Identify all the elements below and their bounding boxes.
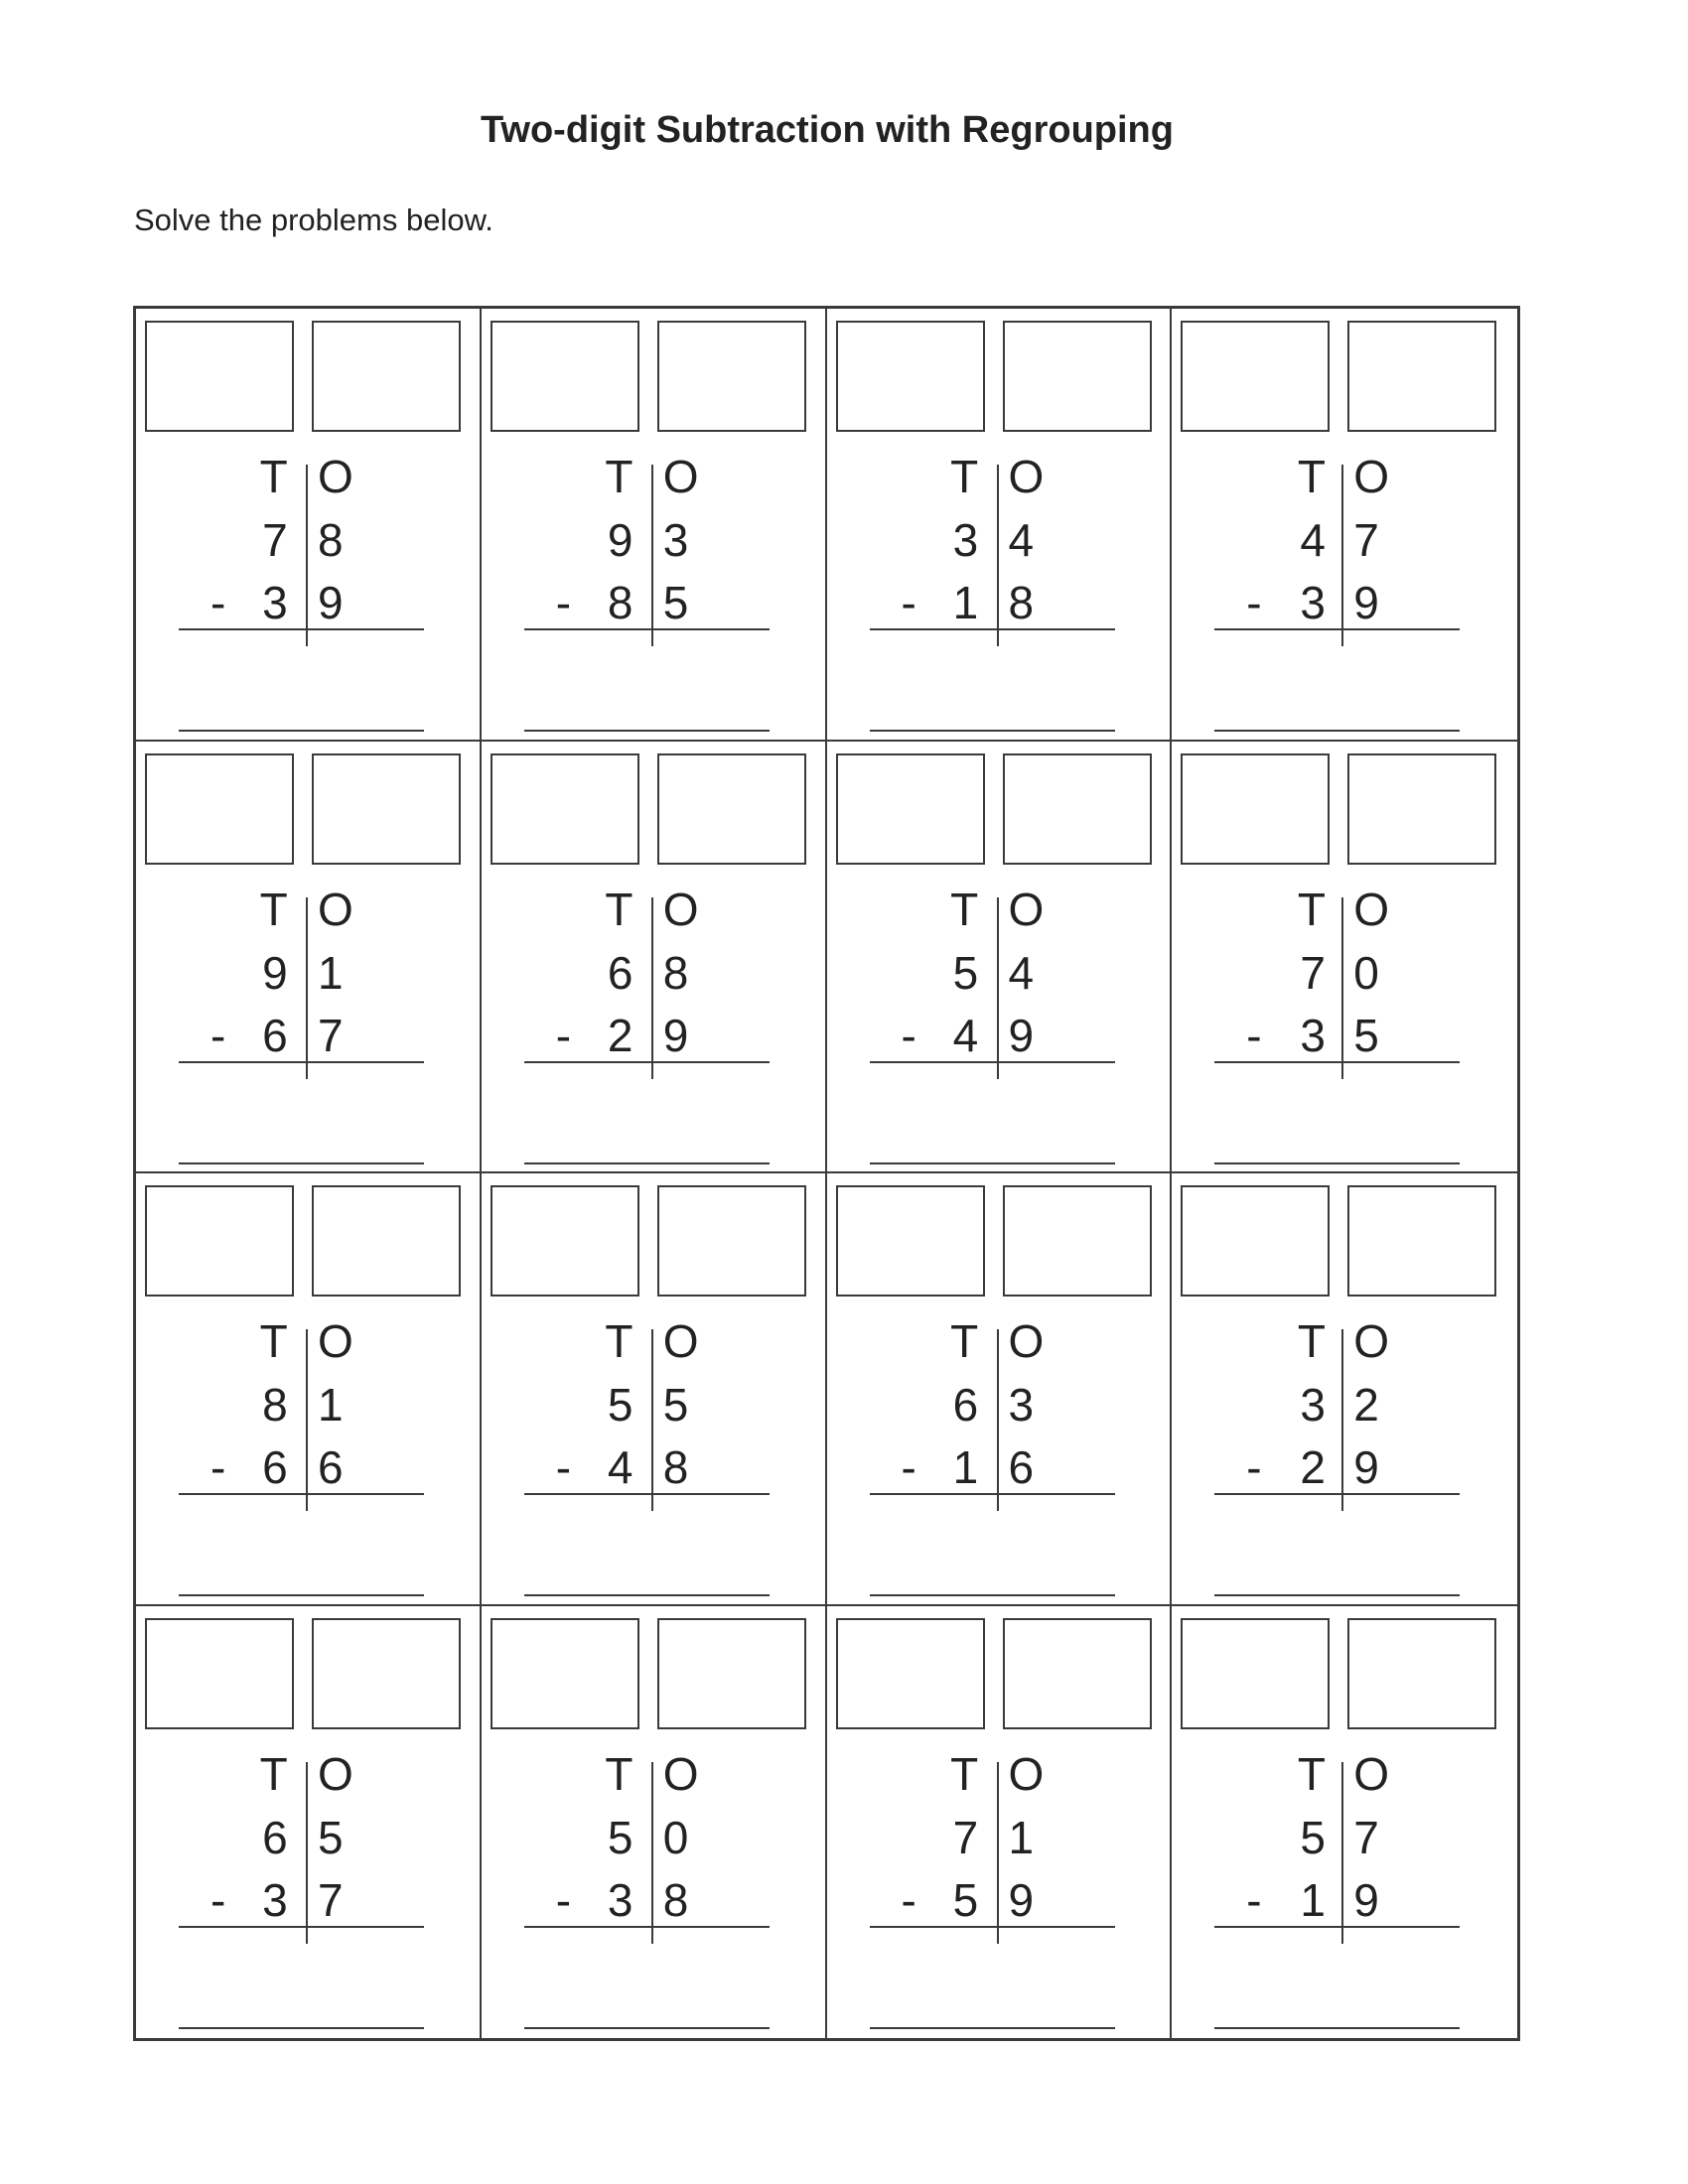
page-title: Two-digit Subtraction with Regrouping xyxy=(481,109,1174,151)
answer-line[interactable] xyxy=(1214,2027,1460,2029)
minuend-tens: 7 xyxy=(262,514,288,566)
instructions: Solve the problems below. xyxy=(134,203,493,237)
subtrahend-tens: 2 xyxy=(1300,1441,1326,1493)
regroup-ones-box[interactable] xyxy=(1347,1185,1496,1297)
ones-header: O xyxy=(662,883,699,935)
regroup-ones-box[interactable] xyxy=(1347,1618,1496,1729)
minus-sign: - xyxy=(211,1873,226,1926)
sum-line xyxy=(179,1926,424,1928)
minus-sign: - xyxy=(555,1009,572,1061)
tens-header: T xyxy=(605,1747,633,1800)
regroup-ones-box[interactable] xyxy=(657,1618,806,1729)
problem-cell xyxy=(136,1173,482,1606)
minuend-ones: 7 xyxy=(1353,514,1379,566)
subtrahend-ones: 5 xyxy=(662,577,689,628)
sum-line xyxy=(179,1061,424,1063)
answer-line[interactable] xyxy=(870,2027,1115,2029)
place-value-divider xyxy=(997,465,999,646)
answer-line[interactable] xyxy=(179,2027,424,2029)
place-value-divider xyxy=(997,897,999,1079)
subtrahend-ones: 9 xyxy=(1008,1009,1035,1061)
subtrahend-tens: 6 xyxy=(262,1441,288,1493)
ones-header: O xyxy=(1353,451,1390,502)
place-value-divider xyxy=(1341,897,1343,1079)
subtrahend-ones: 7 xyxy=(318,1873,344,1926)
problem-grid xyxy=(133,306,1520,2041)
place-value-divider xyxy=(306,1762,308,1944)
tens-header: T xyxy=(259,883,288,935)
ones-header: O xyxy=(1353,883,1390,935)
tens-header: T xyxy=(950,1315,979,1367)
regroup-tens-box[interactable] xyxy=(145,1618,294,1729)
place-value-divider xyxy=(1341,1762,1343,1944)
minuend-tens: 6 xyxy=(262,1811,288,1863)
place-value-divider xyxy=(651,897,653,1079)
place-value-divider xyxy=(651,1762,653,1944)
place-value-divider xyxy=(306,1329,308,1511)
minuend-tens: 6 xyxy=(952,1379,979,1431)
subtrahend-tens: 1 xyxy=(952,1441,979,1493)
regroup-tens-box[interactable] xyxy=(145,753,294,865)
tens-header: T xyxy=(950,451,979,502)
place-value-divider xyxy=(651,465,653,646)
regroup-tens-box[interactable] xyxy=(1181,753,1330,865)
regroup-tens-box[interactable] xyxy=(491,1185,639,1297)
tens-header: T xyxy=(950,883,979,935)
place-value-divider xyxy=(651,1329,653,1511)
ones-header: O xyxy=(1008,451,1045,502)
problem-cell xyxy=(136,309,482,742)
regroup-tens-box[interactable] xyxy=(145,321,294,432)
answer-line[interactable] xyxy=(870,1162,1115,1164)
problem-cell xyxy=(1172,1606,1517,2039)
minuend-ones: 8 xyxy=(662,946,689,999)
minuend-tens: 9 xyxy=(262,946,288,999)
subtrahend-ones: 7 xyxy=(318,1009,344,1061)
ones-header: O xyxy=(318,1315,353,1367)
tens-header: T xyxy=(605,451,633,502)
minus-sign: - xyxy=(1246,1441,1262,1493)
subtrahend-tens: 4 xyxy=(607,1441,633,1493)
minuend-tens: 3 xyxy=(952,514,979,566)
regroup-ones-box[interactable] xyxy=(312,1185,461,1297)
regroup-tens-box[interactable] xyxy=(836,753,985,865)
subtrahend-ones: 9 xyxy=(662,1009,689,1061)
minuend-tens: 5 xyxy=(1300,1811,1326,1863)
regroup-tens-box[interactable] xyxy=(491,753,639,865)
ones-header: O xyxy=(318,883,353,935)
sum-line xyxy=(179,1493,424,1495)
minuend-ones: 8 xyxy=(318,514,344,566)
ones-header: O xyxy=(1008,1315,1045,1367)
regroup-ones-box[interactable] xyxy=(657,321,806,432)
minuend-tens: 7 xyxy=(1300,946,1326,999)
subtrahend-ones: 9 xyxy=(1353,577,1379,628)
subtrahend-tens: 1 xyxy=(952,577,979,628)
problem-cell xyxy=(1172,309,1517,742)
minuend-ones: 3 xyxy=(1008,1379,1035,1431)
sum-line xyxy=(524,1926,770,1928)
minuend-tens: 5 xyxy=(607,1379,633,1431)
minuend-ones: 1 xyxy=(318,946,344,999)
sum-line xyxy=(524,1493,770,1495)
ones-header: O xyxy=(662,451,699,502)
regroup-ones-box[interactable] xyxy=(312,1618,461,1729)
problem-cell xyxy=(482,1606,827,2039)
problem-cell xyxy=(1172,1173,1517,1606)
minuend-tens: 5 xyxy=(952,946,979,999)
regroup-tens-box[interactable] xyxy=(836,1185,985,1297)
regroup-tens-box[interactable] xyxy=(145,1185,294,1297)
minus-sign: - xyxy=(555,577,572,628)
minus-sign: - xyxy=(901,1873,916,1926)
ones-header: O xyxy=(1008,883,1045,935)
place-value-divider xyxy=(997,1762,999,1944)
regroup-ones-box[interactable] xyxy=(1347,321,1496,432)
minuend-ones: 4 xyxy=(1008,514,1035,566)
subtrahend-ones: 6 xyxy=(1008,1441,1035,1493)
sum-line xyxy=(1214,1061,1460,1063)
minuend-ones: 3 xyxy=(662,514,689,566)
answer-line[interactable] xyxy=(524,2027,770,2029)
regroup-ones-box[interactable] xyxy=(312,753,461,865)
problem-cell xyxy=(136,742,482,1174)
minus-sign: - xyxy=(901,1009,916,1061)
subtrahend-tens: 3 xyxy=(1300,577,1326,628)
place-value-divider xyxy=(1341,1329,1343,1511)
regroup-tens-box[interactable] xyxy=(1181,1618,1330,1729)
subtrahend-tens: 3 xyxy=(262,577,288,628)
tens-header: T xyxy=(259,1315,288,1367)
answer-line[interactable] xyxy=(1214,1594,1460,1596)
regroup-ones-box[interactable] xyxy=(312,321,461,432)
subtrahend-ones: 6 xyxy=(318,1441,344,1493)
minus-sign: - xyxy=(555,1441,572,1493)
minus-sign: - xyxy=(555,1873,572,1926)
ones-header: O xyxy=(662,1315,699,1367)
minuend-ones: 4 xyxy=(1008,946,1035,999)
problem-cell xyxy=(482,742,827,1174)
regroup-ones-box[interactable] xyxy=(1003,1185,1152,1297)
regroup-ones-box[interactable] xyxy=(1003,753,1152,865)
answer-line[interactable] xyxy=(524,730,770,732)
subtrahend-tens: 3 xyxy=(607,1873,633,1926)
regroup-tens-box[interactable] xyxy=(491,321,639,432)
regroup-ones-box[interactable] xyxy=(1347,753,1496,865)
minuend-ones: 5 xyxy=(662,1379,689,1431)
place-value-divider xyxy=(997,1329,999,1511)
minus-sign: - xyxy=(211,1441,226,1493)
regroup-tens-box[interactable] xyxy=(1181,1185,1330,1297)
minuend-ones: 0 xyxy=(1353,946,1379,999)
subtrahend-tens: 4 xyxy=(952,1009,979,1061)
regroup-tens-box[interactable] xyxy=(1181,321,1330,432)
ones-header: O xyxy=(318,451,353,502)
problem-cell xyxy=(827,1606,1173,2039)
subtrahend-ones: 9 xyxy=(1353,1441,1379,1493)
minuend-tens: 5 xyxy=(607,1811,633,1863)
regroup-ones-box[interactable] xyxy=(657,753,806,865)
problem-cell xyxy=(136,1606,482,2039)
minus-sign: - xyxy=(901,577,916,628)
minuend-ones: 0 xyxy=(662,1811,689,1863)
problem-cell xyxy=(482,309,827,742)
minuend-tens: 3 xyxy=(1300,1379,1326,1431)
subtrahend-tens: 3 xyxy=(1300,1009,1326,1061)
ones-header: O xyxy=(318,1747,353,1800)
place-value-divider xyxy=(306,465,308,646)
regroup-ones-box[interactable] xyxy=(1003,321,1152,432)
tens-header: T xyxy=(605,1315,633,1367)
tens-header: T xyxy=(1297,883,1326,935)
problem-cell xyxy=(827,309,1173,742)
subtrahend-ones: 9 xyxy=(1353,1873,1379,1926)
subtrahend-tens: 3 xyxy=(262,1873,288,1926)
tens-header: T xyxy=(950,1747,979,1800)
minuend-tens: 7 xyxy=(952,1811,979,1863)
answer-line[interactable] xyxy=(524,1594,770,1596)
subtrahend-tens: 6 xyxy=(262,1009,288,1061)
tens-header: T xyxy=(1297,451,1326,502)
minuend-ones: 5 xyxy=(318,1811,344,1863)
tens-header: T xyxy=(1297,1747,1326,1800)
minuend-tens: 9 xyxy=(607,514,633,566)
sum-line xyxy=(870,628,1115,630)
answer-line[interactable] xyxy=(870,730,1115,732)
place-value-divider xyxy=(1341,465,1343,646)
sum-line xyxy=(524,628,770,630)
sum-line xyxy=(870,1926,1115,1928)
sum-line xyxy=(1214,628,1460,630)
subtrahend-ones: 5 xyxy=(1353,1009,1379,1061)
minus-sign: - xyxy=(901,1441,916,1493)
ones-header: O xyxy=(662,1747,699,1800)
tens-header: T xyxy=(605,883,633,935)
problem-cell xyxy=(482,1173,827,1606)
regroup-ones-box[interactable] xyxy=(1003,1618,1152,1729)
regroup-ones-box[interactable] xyxy=(657,1185,806,1297)
answer-line[interactable] xyxy=(1214,730,1460,732)
regroup-tens-box[interactable] xyxy=(836,321,985,432)
subtrahend-tens: 5 xyxy=(952,1873,979,1926)
sum-line xyxy=(179,628,424,630)
minus-sign: - xyxy=(1246,1009,1262,1061)
minus-sign: - xyxy=(1246,577,1262,628)
minus-sign: - xyxy=(1246,1873,1262,1926)
problem-cell xyxy=(827,742,1173,1174)
minuend-ones: 7 xyxy=(1353,1811,1379,1863)
answer-line[interactable] xyxy=(870,1594,1115,1596)
sum-line xyxy=(1214,1926,1460,1928)
tens-header: T xyxy=(259,1747,288,1800)
minuend-tens: 4 xyxy=(1300,514,1326,566)
subtrahend-ones: 9 xyxy=(318,577,344,628)
subtrahend-ones: 8 xyxy=(662,1441,689,1493)
subtrahend-ones: 9 xyxy=(1008,1873,1035,1926)
tens-header: T xyxy=(259,451,288,502)
minuend-tens: 8 xyxy=(262,1379,288,1431)
sum-line xyxy=(524,1061,770,1063)
problem-cell xyxy=(827,1173,1173,1606)
regroup-tens-box[interactable] xyxy=(491,1618,639,1729)
minuend-ones: 2 xyxy=(1353,1379,1379,1431)
minuend-ones: 1 xyxy=(1008,1811,1035,1863)
ones-header: O xyxy=(1353,1747,1390,1800)
minus-sign: - xyxy=(211,1009,226,1061)
answer-line[interactable] xyxy=(179,730,424,732)
ones-header: O xyxy=(1008,1747,1045,1800)
problem-cell xyxy=(1172,742,1517,1174)
answer-line[interactable] xyxy=(524,1162,770,1164)
subtrahend-tens: 1 xyxy=(1300,1873,1326,1926)
sum-line xyxy=(870,1493,1115,1495)
ones-header: O xyxy=(1353,1315,1390,1367)
regroup-tens-box[interactable] xyxy=(836,1618,985,1729)
subtrahend-tens: 8 xyxy=(607,577,633,628)
subtrahend-ones: 8 xyxy=(1008,577,1035,628)
minuend-tens: 6 xyxy=(607,946,633,999)
subtrahend-ones: 8 xyxy=(662,1873,689,1926)
sum-line xyxy=(870,1061,1115,1063)
place-value-divider xyxy=(306,897,308,1079)
answer-line[interactable] xyxy=(179,1162,424,1164)
answer-line[interactable] xyxy=(1214,1162,1460,1164)
tens-header: T xyxy=(1297,1315,1326,1367)
minus-sign: - xyxy=(211,577,226,628)
minuend-ones: 1 xyxy=(318,1379,344,1431)
sum-line xyxy=(1214,1493,1460,1495)
answer-line[interactable] xyxy=(179,1594,424,1596)
subtrahend-tens: 2 xyxy=(607,1009,633,1061)
